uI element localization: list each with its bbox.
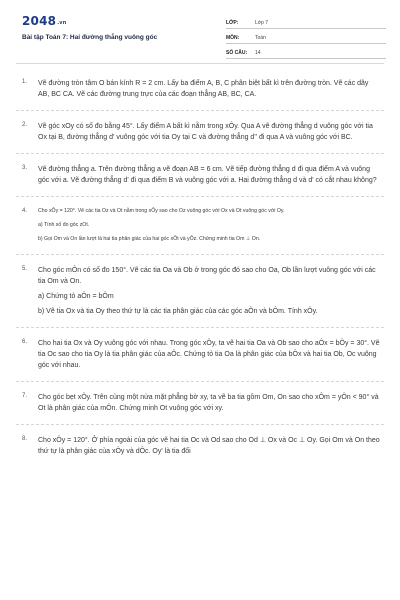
question-text: Cho xÔy = 120°. Vẽ các tia Oz và Ot nằm trong xÔy sao cho Oz vuông góc với Ox và Ot vuông góc với Oy. [38,208,285,214]
meta-row-subject [226,29,386,44]
question-item [0,338,400,371]
question-separator [16,153,384,154]
question-body [38,78,380,100]
question-number: 3. [22,165,28,171]
meta-label: LỚP: [226,20,239,26]
question-item [0,435,400,457]
question-separator [16,110,384,111]
question-separator [16,424,384,425]
logo-text: 2048 [22,14,57,28]
meta-row-class [226,14,386,29]
question-separator [16,327,384,328]
question-body [38,164,380,186]
meta-label: MÔN: [226,35,240,41]
site-logo[interactable] [22,14,67,28]
meta-label: SỐ CÂU: [226,50,248,56]
question-number: 7. [22,393,28,399]
question-body [38,338,380,371]
question-number: 8. [22,436,28,442]
question-text: Cho xÔy = 120°. Ở phía ngoài của góc vẽ hai tia Oc và Od sao cho Od ⊥ Ox và Oc ⊥ Oy. Gọi Om và On theo thứ tự là phân giác của xÔy và dÔc. Oy' là tia đối [38,437,380,455]
meta-value: Lớp 7 [255,20,269,26]
question-body [38,435,380,457]
question-number: 6. [22,339,28,345]
question-text: Vẽ góc xOy có số đo bằng 45°. Lấy điểm A bất kì nằm trong xÔy. Qua A vẽ đường thẳng d vuông góc với tia Ox tại B, đường thẳng d' vuông góc với tia Oy tại C và đường thẳng d'' đi qua A và vuông góc với BC. [38,123,373,141]
question-part: b) Gọi Om và On lần lượt là hai tia phân giác của hai góc xÔt và yÔz. Chứng minh tia Om ⊥ On. [38,236,261,242]
question-part: a) Tính số đo góc zOt. [38,222,90,228]
question-separator [16,196,384,197]
question-item [0,265,400,317]
logo-suffix: .vn [57,20,67,26]
question-text: Cho hai tia Ox và Oy vuông góc với nhau. Trong góc xÔy, ta vẽ hai tia Oa và Ob sao cho aÔx = bÔy = 30°. Vẽ tia Oc sao cho tia Oy là tia phân giác của aÔc. Chứng tỏ tia Oa là phân giác của bÔx và hai tia Ob, Oc vuông góc với nhau. [38,340,380,369]
question-text: Vẽ đường tròn tâm O bán kính R = 2 cm. Lấy ba điểm A, B, C phân biệt bất kì trên đường tròn. Vẽ các dây AB, BC CA. Vẽ các đường trung trực của các đoạn thẳng AB, BC, CA. [38,80,369,98]
question-body [38,121,380,143]
question-number: 1. [22,79,28,85]
question-number: 4. [22,208,28,214]
question-body [38,207,380,244]
question-item [0,164,400,186]
question-part: b) Vẽ tia Ox và tia Oy theo thứ tự là các tia phân giác của các góc aÔn và bÔm. Tính xÔy. [38,308,318,315]
meta-value: Toán [255,35,266,41]
worksheet-meta [226,14,386,59]
question-text: Vẽ đường thẳng a. Trên đường thẳng a vẽ đoạn AB = 6 cm. Vẽ tiếp đường thẳng d đi qua điểm A và vuông góc với a. Vẽ đường thẳng d' đi qua điểm B và vuông góc với a. Hai đường thẳng d và d' có cắt nhau không? [38,166,377,184]
question-item [0,121,400,143]
question-list [0,78,400,467]
question-body [38,265,380,317]
question-item [0,207,400,244]
question-part: a) Chứng tỏ aÔn = bÔm [38,293,114,300]
question-number: 5. [22,266,28,272]
question-text: Cho góc mÔn có số đo 150°. Vẽ các tia Oa và Ob ở trong góc đó sao cho Oa, Ob lần lượt vuông góc với các tia Om và On. [38,267,376,285]
meta-value: 14 [255,50,261,56]
question-item [0,392,400,414]
worksheet-header [0,0,400,62]
worksheet-title: Bài tập Toán 7: Hai đường thẳng vuông góc [22,34,158,41]
meta-row-count [226,44,386,59]
header-divider [16,63,384,64]
question-separator [16,381,384,382]
question-text: Cho góc bẹt xÔy. Trên cùng một nửa mặt phẳng bờ xy, ta vẽ ba tia gồm Om, On sao cho xÔm = yÔn < 90° và Ot là phân giác của mÔn. Chứng minh Ot vuông góc với xy. [38,394,379,412]
question-body [38,392,380,414]
question-item [0,78,400,100]
question-number: 2. [22,122,28,128]
question-separator [16,254,384,255]
